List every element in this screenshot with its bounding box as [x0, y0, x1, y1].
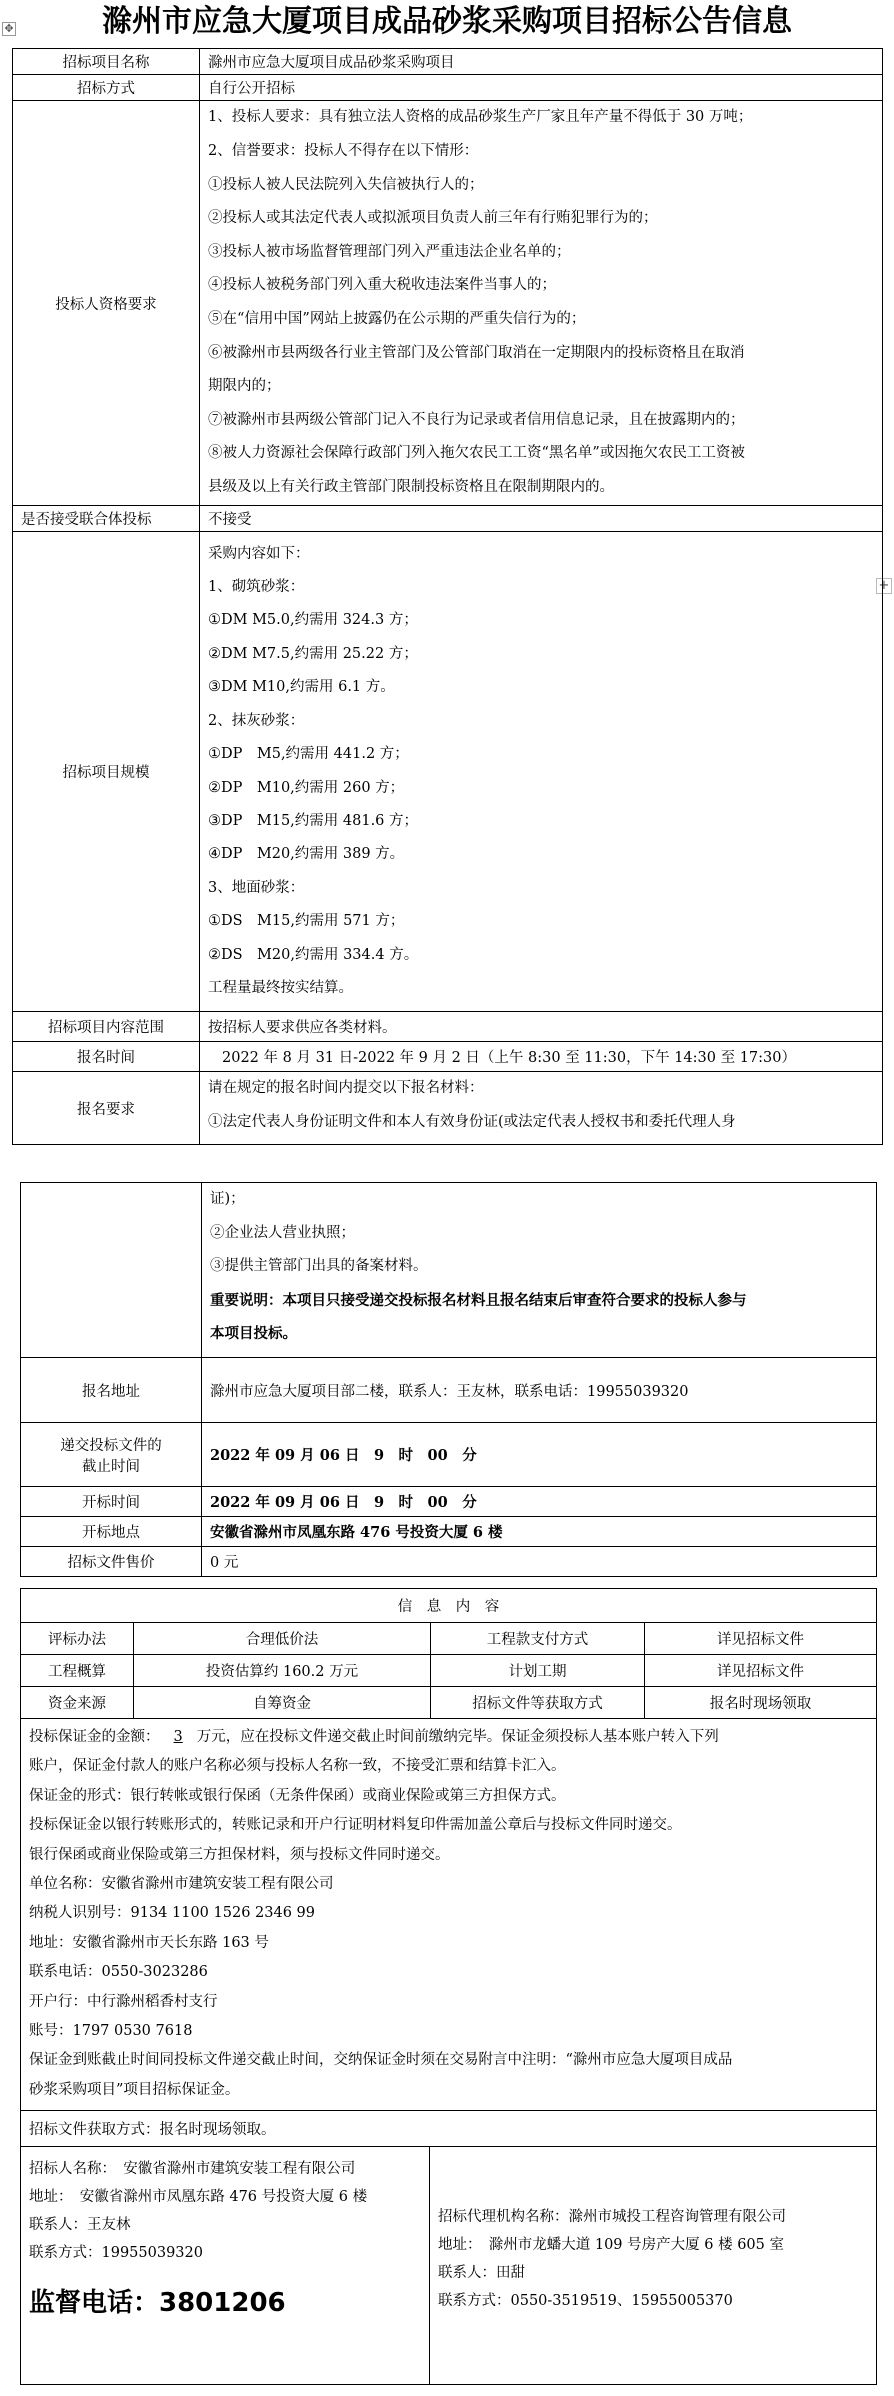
deposit-line: 单位名称：安徽省滁州市建筑安装工程有限公司 [29, 1876, 334, 1893]
price-label: 招标文件售价 [21, 1547, 202, 1577]
deposit-line: 保证金的形式：银行转帐或银行保函（无条件保函）或商业保险或第三方担保方式。 [29, 1787, 566, 1804]
table-move-handle-icon[interactable]: ✥ [2, 22, 16, 36]
open-place-value: 安徽省滁州市凤凰东路 476 号投资大厦 6 楼 [202, 1517, 877, 1547]
scale-line: 1、砌筑砂浆： [208, 579, 305, 596]
scale-line: ③DP M15,约需用 481.6 方； [208, 812, 419, 829]
deposit-line: 账号：1797 0530 7618 [29, 2023, 193, 2040]
range-value: 按招标人要求供应各类材料。 [200, 1012, 883, 1042]
deposit-line: 投标保证金以银行转账形式的，转账记录和开户行证明材料复印件需加盖公章后与投标文件同时递交。 [29, 1817, 682, 1834]
deadline-label-line: 截止时间 [82, 1458, 140, 1475]
info-cell: 详见招标文件 [645, 1655, 877, 1687]
info-cell: 自筹资金 [134, 1687, 431, 1719]
method-value: 自行公开招标 [200, 75, 883, 101]
deposit-line [29, 1723, 868, 1752]
deposit-line: 保证金到账截止时间同投标文件递交截止时间，交纳保证金时须在交易附言中注明：“滁州市应急大厦项目成品 [29, 2052, 733, 2069]
qualification-line: ②投标人或其法定代表人或拟派项目负责人前三年有行贿犯罪行为的； [208, 210, 658, 227]
important-note-line: 本项目投标。 [210, 1325, 297, 1343]
scale-line: 采购内容如下： [208, 545, 310, 562]
price-value: 0 元 [202, 1547, 877, 1577]
obtain-method: 招标文件获取方式：报名时现场领取。 [21, 2111, 877, 2147]
info-table [20, 1588, 877, 1719]
scale-label: 招标项目规模 [13, 532, 200, 1012]
info-cell: 合理低价法 [134, 1623, 431, 1655]
open-place-label: 开标地点 [21, 1517, 202, 1547]
qualification-line: 期限内的； [208, 378, 281, 395]
scale-content [200, 532, 883, 1012]
qualification-line: 县级及以上有关行政主管部门限制投标资格且在限制期限内的。 [208, 478, 614, 495]
address-value: 滁州市应急大厦项目部二楼，联系人：王友林，联系电话：19955039320 [202, 1358, 877, 1423]
deposit-line: 银行保函或商业保险或第三方担保材料，须与投标文件同时递交。 [29, 1846, 450, 1863]
project-name-value: 滁州市应急大厦项目成品砂浆采购项目 [200, 49, 883, 75]
scale-line: ①DM M5.0,约需用 324.3 方； [208, 612, 418, 629]
signup-req-continued [202, 1183, 877, 1358]
scale-line: ①DP M5,约需用 441.2 方； [208, 746, 409, 763]
project-name-label: 招标项目名称 [13, 49, 200, 75]
info-cell: 资金来源 [21, 1687, 134, 1719]
qualification-line: 2、信誉要求：投标人不得存在以下情形： [208, 143, 479, 160]
signup-req-line: ①法定代表人身份证明文件和本人有效身份证(或法定代表人授权书和委托代理人身 [208, 1113, 736, 1130]
qualification-content [200, 101, 883, 506]
qualification-line: ③投标人被市场监督管理部门列入严重违法企业名单的； [208, 243, 571, 260]
qualification-line: 1、投标人要求：具有独立法人资格的成品砂浆生产厂家且年产量不得低于 30 万吨； [208, 109, 753, 126]
announcement-table-page2 [20, 1182, 877, 1577]
signup-req-cont-label [21, 1183, 202, 1358]
deposit-line: 砂浆采购项目”项目招标保证金。 [29, 2081, 240, 2098]
announcement-table-page1 [12, 48, 883, 1145]
qualification-label: 投标人资格要求 [13, 101, 200, 506]
scale-line: ②DM M7.5,约需用 25.22 方； [208, 645, 418, 662]
tenderer-info [21, 2147, 430, 2385]
info-cell: 评标办法 [21, 1623, 134, 1655]
agency-line: 地址： 滁州市龙蟠大道 109 号房产大厦 6 楼 605 室 [438, 2237, 784, 2253]
deposit-suffix: 万元，应在投标文件递交截止时间前缴纳完毕。保证金须投标人基本账户转入下列 [196, 1729, 719, 1745]
signup-req-line: ③提供主管部门出具的备案材料。 [210, 1258, 428, 1275]
info-cell: 投资估算约 160.2 万元 [134, 1655, 431, 1687]
deadline-label [21, 1423, 202, 1487]
page-title: 滁州市应急大厦项目成品砂浆采购项目招标公告信息 [102, 4, 792, 39]
info-header: 信 息 内 容 [21, 1589, 877, 1623]
deposit-content [21, 1719, 877, 2111]
add-row-plus-icon[interactable]: + [876, 578, 892, 594]
scale-line: ①DS M15,约需用 571 方； [208, 913, 405, 930]
scale-line: 工程量最终按实结算。 [208, 979, 353, 996]
qualification-line: ⑦被滁州市县两级公管部门记入不良行为记录或者信用信息记录，且在披露期内的； [208, 411, 745, 428]
signup-req-line: 请在规定的报名时间内提交以下报名材料： [208, 1080, 484, 1096]
signup-req-line: 证)； [210, 1191, 245, 1207]
scale-line: 2、抹灰砂浆： [208, 712, 305, 729]
joint-bid-value: 不接受 [200, 506, 883, 532]
deposit-line: 联系电话：0550-3023286 [29, 1964, 208, 1981]
deposit-line: 开户行：中行滁州稻香村支行 [29, 1993, 218, 2010]
scale-line: ④DP M20,约需用 389 方。 [208, 846, 405, 863]
tenderer-line: 地址： 安徽省滁州市凤凰东路 476 号投资大厦 6 楼 [29, 2189, 368, 2205]
tenderer-line: 招标人名称： 安徽省滁州市建筑安装工程有限公司 [29, 2161, 356, 2177]
qualification-line: ⑧被人力资源社会保障行政部门列入拖欠农民工工资“黑名单”或因拖欠农民工工资被 [208, 445, 745, 462]
scale-line: ③DM M10,约需用 6.1 方。 [208, 679, 395, 696]
deposit-line: 纳税人识别号：9134 1100 1526 2346 99 [29, 1905, 315, 1922]
tenderer-line: 联系人：王友林 [29, 2217, 131, 2233]
qualification-line: ①投标人被人民法院列入失信被执行人的； [208, 176, 484, 193]
info-cell: 报名时现场领取 [645, 1687, 877, 1719]
info-cell: 计划工期 [431, 1655, 645, 1687]
scale-line: 3、地面砂浆： [208, 879, 305, 896]
info-cell: 详见招标文件 [645, 1623, 877, 1655]
deposit-amount: 3 [173, 1729, 183, 1745]
address-label: 报名地址 [21, 1358, 202, 1423]
deposit-line: 账户，保证金付款人的账户名称必须与投标人名称一致，不接受汇票和结算卡汇入。 [29, 1758, 566, 1775]
deposit-table [20, 1718, 877, 2385]
deposit-line: 地址：安徽省滁州市天长东路 163 号 [29, 1934, 269, 1951]
scale-line: ②DP M10,约需用 260 方； [208, 779, 405, 796]
agency-line: 招标代理机构名称：滁州市城投工程咨询管理有限公司 [438, 2209, 786, 2225]
signup-req-label: 报名要求 [13, 1072, 200, 1145]
info-cell: 招标文件等获取方式 [431, 1687, 645, 1719]
info-cell: 工程款支付方式 [431, 1623, 645, 1655]
range-label: 招标项目内容范围 [13, 1012, 200, 1042]
deadline-label-line: 递交投标文件的 [60, 1437, 162, 1454]
deposit-prefix: 投标保证金的金额： [29, 1729, 160, 1745]
agency-info [430, 2147, 877, 2385]
signup-time-value: 2022 年 8 月 31 日-2022 年 9 月 2 日（上午 8:30 至 11:30，下午 14:30 至 17:30） [200, 1042, 883, 1072]
tenderer-line: 联系方式：19955039320 [29, 2245, 203, 2261]
info-cell: 工程概算 [21, 1655, 134, 1687]
joint-bid-label: 是否接受联合体投标 [13, 506, 200, 532]
page-break [0, 1148, 894, 1176]
important-note-line: 重要说明：本项目只接受递交投标报名材料且报名结束后审查符合要求的投标人参与 [210, 1291, 747, 1309]
qualification-line: ⑤在“信用中国”网站上披露仍在公示期的严重失信行为的； [208, 311, 586, 327]
signup-time-label: 报名时间 [13, 1042, 200, 1072]
method-label: 招标方式 [13, 75, 200, 101]
qualification-line: ⑥被滁州市县两级各行业主管部门及公管部门取消在一定期限内的投标资格且在取消 [208, 344, 745, 361]
open-time-label: 开标时间 [21, 1487, 202, 1517]
qualification-line: ④投标人被税务部门列入重大税收违法案件当事人的； [208, 277, 556, 294]
agency-line: 联系方式：0550-3519519、15955005370 [438, 2293, 733, 2309]
scale-line: ②DS M20,约需用 334.4 方。 [208, 946, 419, 963]
deadline-value: 2022 年 09 月 06 日 9 时 00 分 [202, 1423, 877, 1487]
signup-req-content [200, 1072, 883, 1145]
agency-line: 联系人：田甜 [438, 2265, 525, 2281]
open-time-value: 2022 年 09 月 06 日 9 时 00 分 [202, 1487, 877, 1517]
supervise-phone: 监督电话：3801206 [29, 2288, 286, 2318]
signup-req-line: ②企业法人营业执照； [210, 1224, 355, 1241]
